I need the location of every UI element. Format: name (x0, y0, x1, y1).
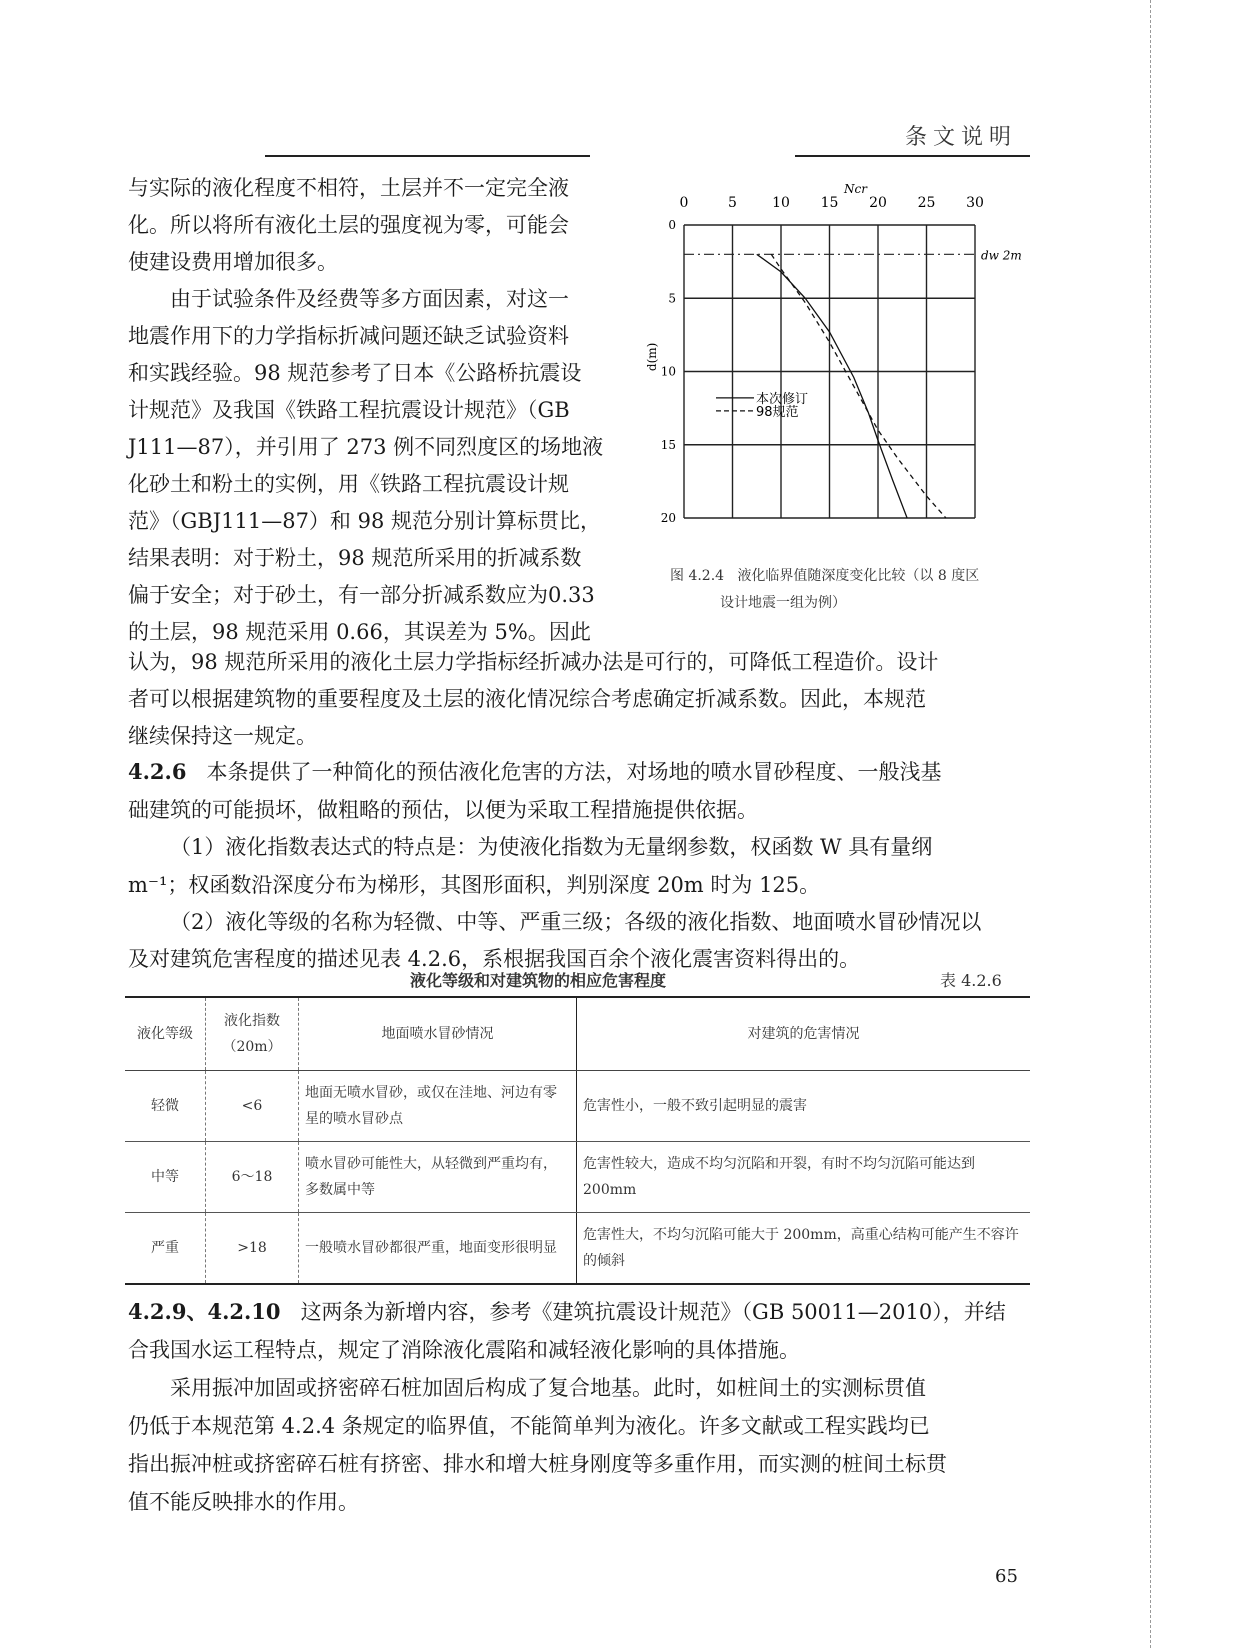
cell-sand: 喷水冒砂可能性大，从轻微到严重均有，多数属中等 (299, 1142, 577, 1213)
text-line: J111—87），并引用了 273 例不同烈度区的场地液 (128, 435, 604, 459)
cell-grade: 中等 (125, 1142, 206, 1213)
text-line: 偏于安全；对于砂土，有一部分折减系数应为0.33 (128, 583, 595, 607)
text-line: 及对建筑危害程度的描述见表 4.2.6，系根据我国百余个液化震害资料得出的。 (128, 947, 861, 971)
dw-annotation: dw 2m (981, 248, 1022, 263)
header-cell: 液化指数（20m） (206, 997, 299, 1071)
y-axis-label: d(m) (645, 342, 659, 372)
table-row (125, 1213, 1030, 1285)
header-rule-right (795, 155, 1030, 157)
cell-index: >18 (206, 1213, 299, 1285)
text-line: m⁻¹；权函数沿深度分布为梯形，其图形面积，判别深度 20m 时为 125。 (128, 873, 821, 897)
cell-index: 6～18 (206, 1142, 299, 1213)
text-line: 合我国水运工程特点，规定了消除液化震陷和减轻液化影响的具体措施。 (128, 1338, 800, 1362)
text-line: 与实际的液化程度不相符，土层并不一定完全液 (128, 176, 569, 200)
text-line: 使建设费用增加很多。 (128, 250, 338, 274)
text-line: 者可以根据建筑物的重要程度及土层的液化情况综合考虑确定折减系数。因此，本规范 (128, 687, 926, 711)
y-tick-label: 5 (668, 291, 676, 306)
y-tick-label: 15 (660, 437, 676, 452)
y-tick-label: 10 (660, 364, 676, 379)
text-line: 认为，98 规范所采用的液化土层力学指标经折减办法是可行的，可降低工程造价。设计 (128, 650, 939, 674)
text-line: 化砂土和粉土的实例，用《铁路工程抗震设计规 (128, 472, 569, 496)
scan-edge-line (1150, 0, 1151, 1648)
header-cell: 地面喷水冒砂情况 (299, 997, 577, 1071)
clause-text: 这两条为新增内容，参考《建筑抗震设计规范》（GB 50011—2010），并结 (300, 1300, 1006, 1324)
text-line: 由于试验条件及经费等多方面因素，对这一 (170, 287, 569, 311)
x-tick-label: 0 (679, 195, 689, 211)
text-line: 值不能反映排水的作用。 (128, 1490, 359, 1514)
page-number: 65 (995, 1566, 1018, 1587)
text-line: 和实践经验。98 规范参考了日本《公路桥抗震设 (128, 361, 582, 385)
x-tick-label: 5 (728, 195, 737, 211)
text-line: 结果表明：对于粉土，98 规范所采用的折减系数 (128, 546, 582, 570)
text-line: 范》（GBJ111—87）和 98 规范分别计算标贯比， (128, 509, 602, 533)
caption-line-1: 液化临界值随深度变化比较（以 8 度区 (737, 568, 980, 584)
text-line: （1）液化指数表达式的特点是：为使液化指数为无量纲参数，权函数 W 具有量纲 (170, 835, 933, 859)
header-cell: 液化等级 (125, 997, 206, 1071)
table-number: 表 4.2.6 (940, 971, 1002, 990)
x-tick-label: 15 (820, 195, 839, 211)
cell-damage: 危害性小，一般不致引起明显的震害 (577, 1071, 1031, 1142)
x-tick-label: 10 (772, 195, 790, 211)
text-line: 采用振冲加固或挤密碎石桩加固后构成了复合地基。此时，如桩间土的实测标贯值 (170, 1376, 926, 1400)
legend-label: 98规范 (756, 404, 799, 420)
x-tick-label: 25 (917, 195, 936, 211)
table-row (125, 1071, 1030, 1142)
table-row (125, 1142, 1030, 1213)
y-tick-label: 0 (668, 218, 676, 232)
cell-sand: 一般喷水冒砂都很严重，地面变形很明显 (299, 1213, 577, 1285)
legend-label: 本次修订 (756, 391, 809, 407)
text-line: 础建筑的可能损坏，做粗略的预估，以便为采取工程措施提供依据。 (128, 798, 758, 822)
text-line: 计规范》及我国《铁路工程抗震设计规范》（GB (128, 398, 570, 422)
header-rule-left (265, 155, 590, 157)
figure-number: 图 4.2.4 (670, 568, 725, 584)
running-header: 条文说明 (905, 125, 1018, 150)
y-tick-label: 20 (660, 511, 676, 525)
liquefaction-table (125, 996, 1030, 1285)
clause-number: 4.2.9、4.2.10 (128, 1299, 281, 1324)
series-line-2 (771, 254, 946, 518)
text-line: 化。所以将所有液化土层的强度视为零，可能会 (128, 213, 569, 237)
text-line: 继续保持这一规定。 (128, 724, 317, 748)
text-line: 仍低于本规范第 4.2.4 条规定的临界值，不能简单判为液化。许多文献或工程实践均已 (128, 1414, 930, 1438)
clause-4-2-9 (128, 1297, 1028, 1327)
x-tick-label: 20 (869, 195, 887, 211)
series-line-1 (757, 254, 907, 518)
caption-line-2: 设计地震一组为例） (720, 595, 846, 611)
clause-number: 4.2.6 (128, 759, 187, 784)
clause-4-2-6 (128, 757, 1028, 787)
cell-index: <6 (206, 1071, 299, 1142)
cell-damage: 危害性大，不均匀沉陷可能大于 200mm，高重心结构可能产生不容许的倾斜 (577, 1213, 1031, 1285)
cell-grade: 严重 (125, 1213, 206, 1285)
cell-sand: 地面无喷水冒砂，或仅在洼地、河边有零星的喷水冒砂点 (299, 1071, 577, 1142)
x-axis-label: Ncr (844, 182, 868, 196)
x-tick-label: 30 (966, 195, 984, 211)
table-title: 液化等级和对建筑物的相应危害程度 (410, 971, 667, 990)
table-header-row (125, 997, 1030, 1071)
cell-grade: 轻微 (125, 1071, 206, 1142)
header-cell: 对建筑的危害情况 (577, 997, 1031, 1071)
text-line: 地震作用下的力学指标折减问题还缺乏试验资料 (128, 324, 569, 348)
figure-4-2-4-chart (640, 170, 1040, 550)
text-line: 的土层，98 规范采用 0.66，其误差为 5%。因此 (128, 620, 591, 644)
text-line: （2）液化等级的名称为轻微、中等、严重三级；各级的液化指数、地面喷水冒砂情况以 (170, 910, 982, 934)
text-line: 指出振冲桩或挤密碎石桩有挤密、排水和增大桩身刚度等多重作用，而实测的桩间土标贯 (128, 1452, 947, 1476)
clause-text: 本条提供了一种简化的预估液化危害的方法，对场地的喷水冒砂程度、一般浅基 (206, 760, 942, 784)
cell-damage: 危害性较大，造成不均匀沉陷和开裂，有时不均匀沉陷可能达到 200mm (577, 1142, 1031, 1213)
figure-caption (670, 565, 979, 585)
